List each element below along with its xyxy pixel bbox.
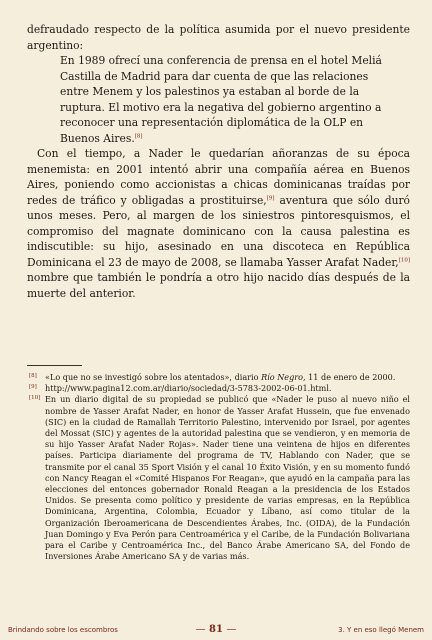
footnote-ref-9[interactable]: [9] [266,194,275,201]
paragraph-intro-text: defraudado respecto de la política asumida por el nuevo presidente argentino: [27,23,410,52]
footnote-italic: Río Negro [261,372,304,382]
page-dash-right: — [226,624,237,635]
footnote-text-end: , 11 de enero de 2000. [303,372,396,382]
footnote-ref-8[interactable]: [8] [134,132,143,139]
paragraph-nader-text-c: nombre que también le pondría a otro hijo nacido días después de la muerte del anterior. [27,271,410,300]
paragraph-intro [27,22,410,53]
footnote-divider [27,365,82,366]
footnote-text: «Lo que no se investigó sobre los atentados», diario [45,372,262,382]
footnote-10 [27,394,410,562]
page-dash-left: — [195,624,206,635]
footnote-8 [27,372,410,383]
footer-chapter-title: 3. Y en eso llegó Menem [338,626,424,634]
footnote-number: [10] [29,395,41,402]
footnote-text: En un diario digital de su propiedad se publicó que «Nader le puso al nuevo niño el nombre de Yasser Arafat Nader, en honor de Yasser Arafat Hussein, que fue envenado (SIC) en la ciudad de Ramallah Territorio Palestino, intervenido por Israel, por agentes del Mossat (SIC) y agentes de la autoridad palestina que se vendieron, y en memoria de su hijo Yasser Arafat Nader Rojas». Nader tiene una veintena de hijos en diferentes países. Participa diariamente del programa de TV, Hablando con Nader, que se transmite por el canal 35 Sport Visión y el canal 10 Éxito Visión, y en su momento fundó con Nancy Reagan el «Comité Hispanos For Reagan», que ayudó en la campaña para las elecciones del entonces gobernador Ronald Reagan a la presidencia de los Estados Unidos. Se presenta como político y presidente de varias empresas, en la República Dominicana, Argentina, Colombia, Ecuador y Líbano, así como titular de la Organización Iberoamericana de Descendientes Árabes, Inc. (OIDA), de la Fundación Juan Domingo y Eva Perón para Centroamérica y el Caribe, de la Fundación Bolivariana para el Caribe y Centroamérica Inc., del Banco Árabe Americano SA, del Fondo de Inversiones Árabe Americano SA y de varias más. [45,394,410,562]
footnote-9 [27,383,410,394]
main-text [27,22,410,301]
footer-book-title: Brindando sobre los escombros [8,626,118,634]
paragraph-nader-text-b: aventura que sólo duró unos meses. Pero, al margen de los siniestros pintoresquismos, el compromiso del magnate dominicano con la causa palestina es indiscutible: su hijo, asesinado en una discoteca en República Dominicana el 23 de mayo de 2008, se llamaba Yasser Arafat Nader, [27,193,410,269]
block-quote-text: En 1989 ofrecí una conferencia de prensa en el hotel Meliá Castilla de Madrid para dar cuenta de que las relaciones entre Menem y los palestinos ya estaban al borde de la ruptura. El motivo era la negativa del gobierno argentino a reconocer una representación diplomática de la OLP en Buenos Aires. [60,54,382,145]
page-footer [0,624,432,640]
footnote-number: [8] [29,373,37,379]
paragraph-nader-text-a: Con el tiempo, a Nader le quedarían añoranzas de su época menemista: en 2001 intentó abrir una compañía aérea en Buenos Aires, poniendo como accionistas a chicas dominicanas traídas por redes de tráfico y obligadas a prostituirse, [27,147,410,207]
footnotes [27,372,410,562]
footnote-link[interactable]: http://www.pagina12.com.ar/diario/sociedad/3-5783-2002-06-01.html. [45,383,332,394]
footnote-ref-10[interactable]: [10] [398,256,410,263]
block-quote [60,53,398,146]
footnote-number: [9] [29,384,37,391]
paragraph-nader [27,146,410,301]
page-number: 81 [209,624,223,635]
